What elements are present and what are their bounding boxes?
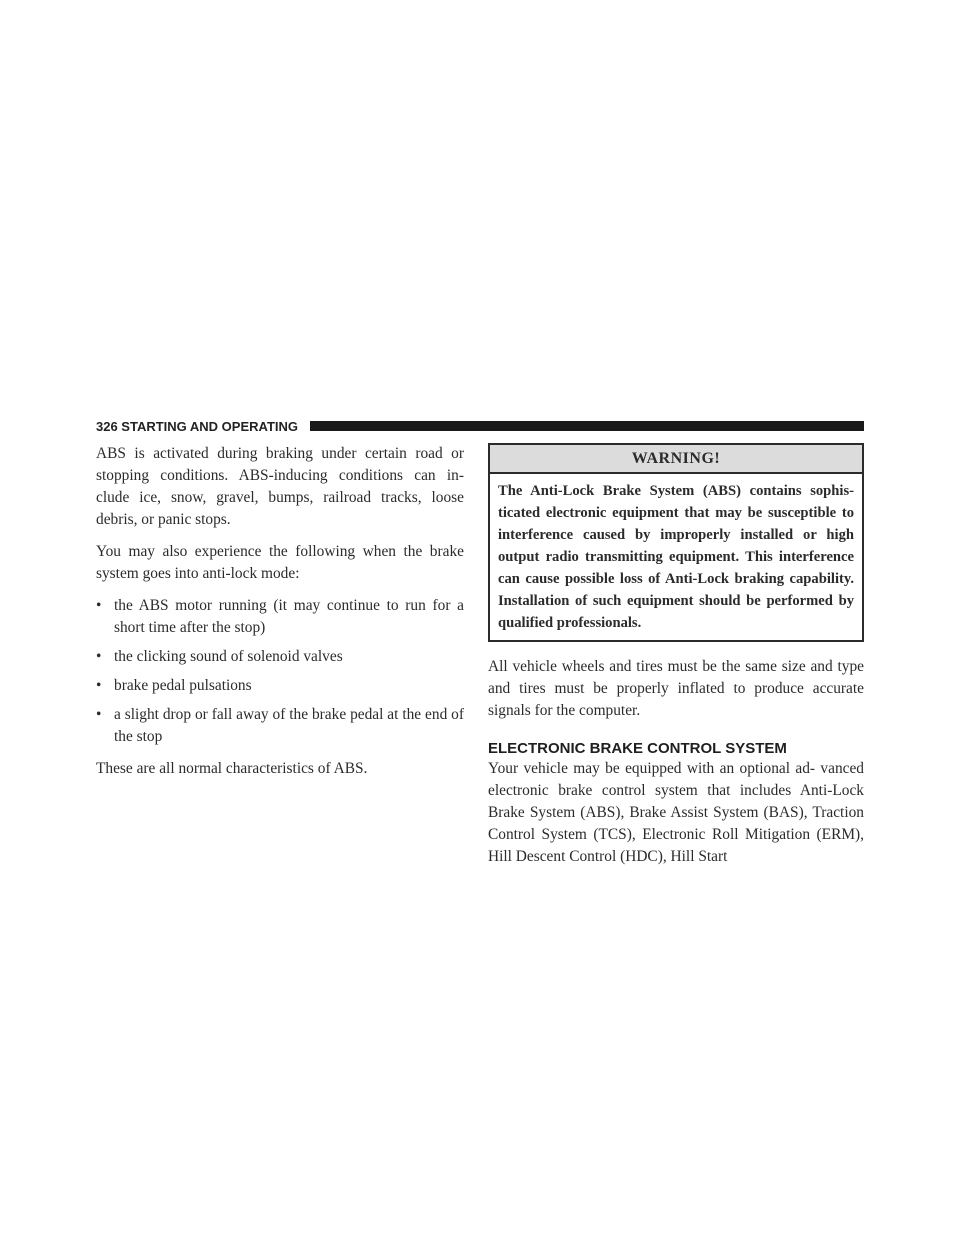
- wheels-tires-paragraph: All vehicle wheels and tires must be the same size and type and tires must be properly inflated to produce accurate signals for the computer.: [488, 658, 864, 719]
- page-header: [96, 419, 864, 434]
- list-item: • brake pedal pulsations: [96, 675, 464, 697]
- header-rule: [310, 421, 864, 431]
- left-column: [96, 443, 464, 790]
- list-item: • the clicking sound of solenoid valves: [96, 646, 464, 668]
- bullet-icon: •: [96, 677, 102, 694]
- electronic-brake-control-paragraph: Your vehicle may be equipped with an optional ad- vanced electronic brake control system that includes Anti-Lock Brake System (ABS), Brake Assist System (BAS), Traction Control System (TCS), Electronic Roll Mitigation (ERM), Hill Descent Control (HDC), Hill Start: [488, 760, 864, 865]
- list-item: • the ABS motor running (it may continue to run for a short time after the stop): [96, 597, 464, 636]
- right-column: [488, 443, 864, 878]
- section-heading: ELECTRONIC BRAKE CONTROL SYSTEM: [488, 740, 787, 757]
- bullet-icon: •: [96, 706, 102, 723]
- anti-lock-symptoms-list: [96, 595, 464, 748]
- warning-title: WARNING!: [490, 445, 862, 474]
- list-item: • a slight drop or fall away of the brake pedal at the end of the stop: [96, 706, 464, 745]
- warning-body: The Anti-Lock Brake System (ABS) contains sophis- ticated electronic equipment that may be susceptible to interference caused by improperly installed or high output radio transmitting equipment. This interference can cause possible loss of Anti-Lock braking capability. Installation of such equipment should be performed by qualified professionals.: [498, 483, 854, 631]
- warning-box: [488, 443, 864, 642]
- bullet-icon: •: [96, 648, 102, 665]
- bullet-icon: •: [96, 597, 102, 614]
- anti-lock-mode-intro: You may also experience the following when the brake system goes into anti-lock mode:: [96, 543, 464, 582]
- page-number-section-title: 326 STARTING AND OPERATING: [96, 419, 299, 434]
- abs-activation-paragraph: ABS is activated during braking under certain road or stopping conditions. ABS-inducing conditions can in- clude ice, snow, gravel, bumps, railroad tracks, loose debris, or panic stops.: [96, 445, 464, 528]
- abs-normal-characteristics: These are all normal characteristics of ABS.: [96, 760, 368, 777]
